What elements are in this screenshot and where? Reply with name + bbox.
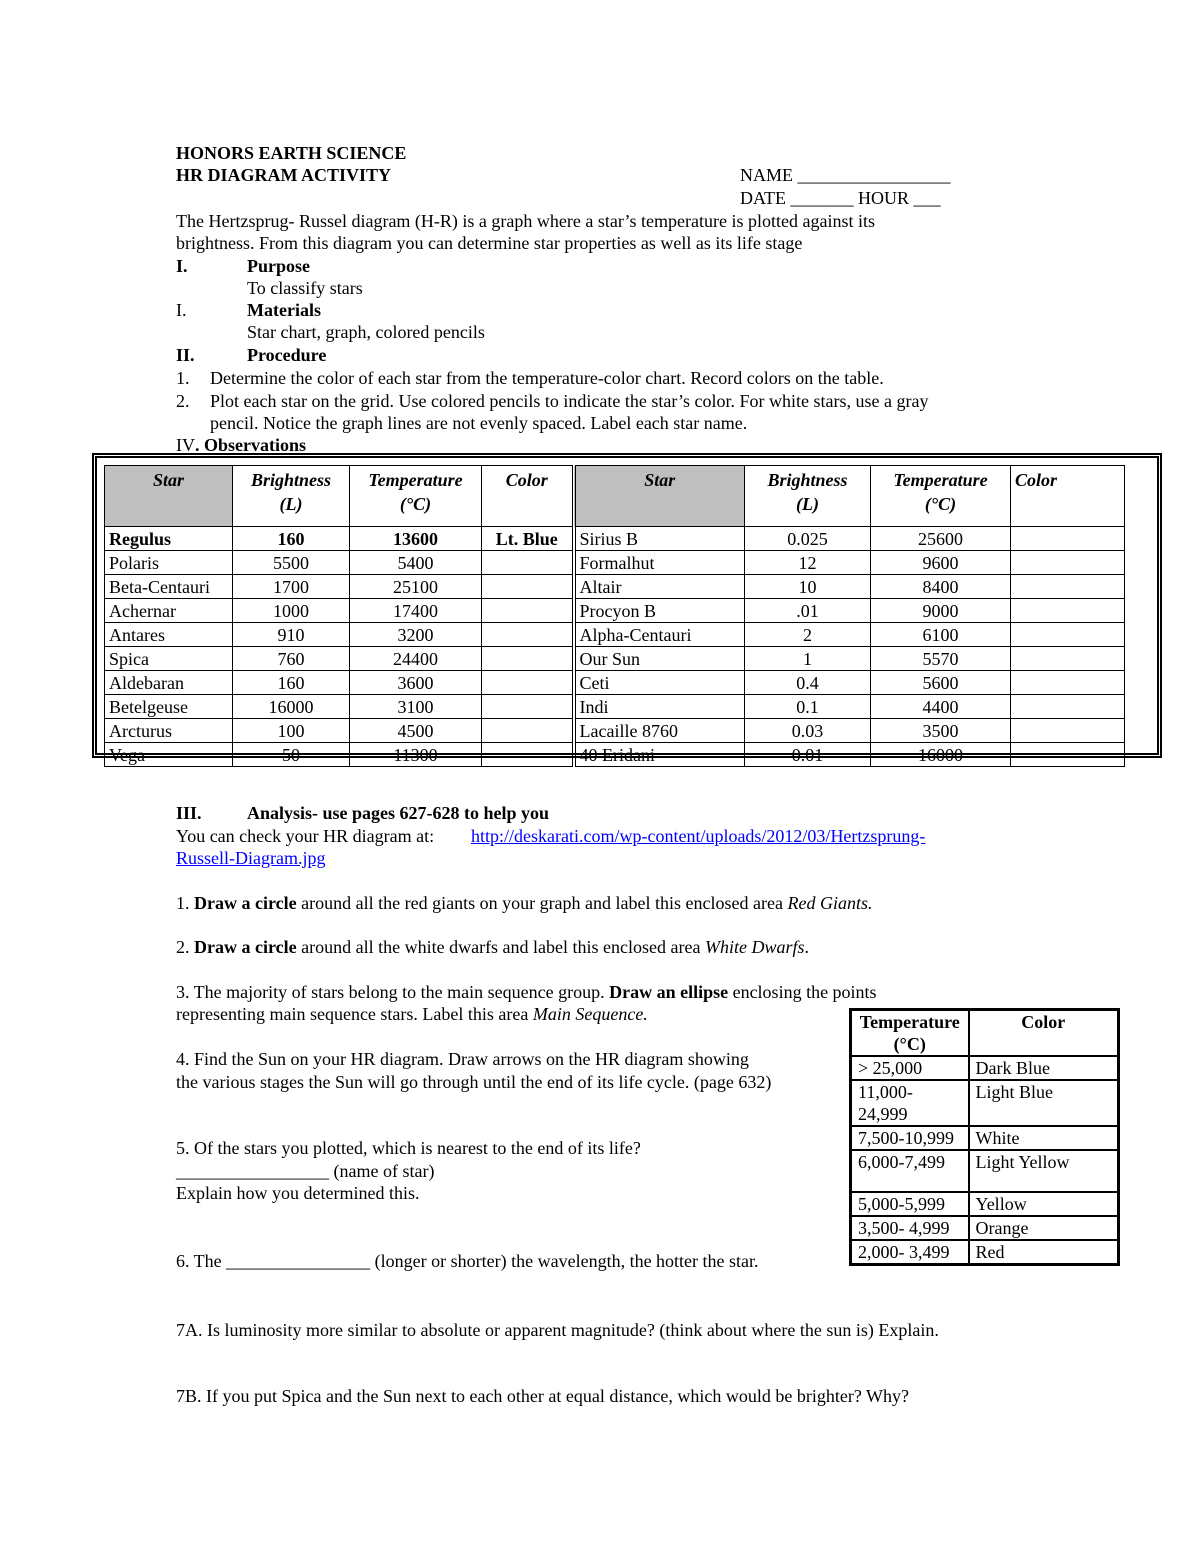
observation-row xyxy=(105,551,1125,575)
procedure-heading: Procedure xyxy=(247,345,327,365)
temperature-range xyxy=(851,1126,969,1150)
color-right[interactable] xyxy=(1011,599,1125,623)
header-brightness-left xyxy=(233,466,350,527)
hr-diagram-link-line-1[interactable]: http://deskarati.com/wp-content/uploads/2012/03/Hertzsprung- xyxy=(471,826,926,846)
materials-heading: Materials xyxy=(247,300,321,320)
brightness-left: 760 xyxy=(233,647,350,671)
star-name-left: Beta-Centauri xyxy=(105,575,233,599)
intro-line-2: brightness. From this diagram you can determine star properties as well as its life stage xyxy=(176,233,803,253)
materials-number: I. xyxy=(176,300,187,320)
star-name-right: Indi xyxy=(574,695,745,719)
q2-bold: Draw a circle xyxy=(194,937,297,957)
star-name-left: Achernar xyxy=(105,599,233,623)
observation-row xyxy=(105,719,1125,743)
observations-table-body xyxy=(105,527,1125,767)
star-name-left: Betelgeuse xyxy=(105,695,233,719)
observation-row xyxy=(105,599,1125,623)
question-5-line-2: _________________ (name of star) xyxy=(176,1161,435,1181)
observations-title: . Observations xyxy=(195,435,307,455)
temperature-left: 3200 xyxy=(350,623,482,647)
temperature-color-table xyxy=(849,1008,1120,1266)
course-title: HONORS EARTH SCIENCE xyxy=(176,143,407,163)
header-color-right: Color xyxy=(1011,466,1125,527)
q1-italic: Red Giants. xyxy=(787,893,873,913)
temperature-range xyxy=(851,1056,969,1080)
observation-row xyxy=(105,647,1125,671)
name-field: NAME _________________ xyxy=(740,165,951,185)
color-name: Light Yellow xyxy=(969,1150,1119,1192)
temperature-right: 4400 xyxy=(871,695,1011,719)
temperature-range xyxy=(851,1150,969,1192)
star-name-right: Formalhut xyxy=(574,551,745,575)
question-5-line-1: 5. Of the stars you plotted, which is nearest to the end of its life? xyxy=(176,1138,641,1158)
color-right[interactable] xyxy=(1011,671,1125,695)
brightness-left: 50 xyxy=(233,743,350,767)
temperature-range xyxy=(851,1192,969,1216)
color-right[interactable] xyxy=(1011,623,1125,647)
temperature-color-row xyxy=(851,1126,1119,1150)
color-left[interactable] xyxy=(482,743,574,767)
brightness-right: 0.025 xyxy=(745,527,871,551)
q3-line2-text: representing main sequence stars. Label this area xyxy=(176,1004,533,1024)
temperature-right: 5570 xyxy=(871,647,1011,671)
temperature-left: 24400 xyxy=(350,647,482,671)
question-1 xyxy=(176,892,872,914)
star-name-left: Polaris xyxy=(105,551,233,575)
star-name-left: Arcturus xyxy=(105,719,233,743)
procedure-2-text-1: Plot each star on the grid. Use colored pencils to indicate the star’s color. For white stars, use a gray xyxy=(210,391,929,411)
brightness-right: 1 xyxy=(745,647,871,671)
brightness-right: 0.4 xyxy=(745,671,871,695)
temperature-right: 16000 xyxy=(871,743,1011,767)
question-4-line-2: the various stages the Sun will go through until the end of its life cycle. (page 632) xyxy=(176,1072,772,1092)
color-right[interactable] xyxy=(1011,695,1125,719)
header-brightness-unit: (L) xyxy=(796,494,819,514)
temperature-color-row xyxy=(851,1150,1119,1192)
temperature-right: 6100 xyxy=(871,623,1011,647)
brightness-right: 0.1 xyxy=(745,695,871,719)
header-color-left: Color xyxy=(482,466,574,527)
header-temperature-unit: (°C) xyxy=(399,494,432,514)
header-color: Color xyxy=(969,1010,1119,1057)
temperature-range-line-1: 2,000- 3,499 xyxy=(858,1242,950,1262)
purpose-heading: Purpose xyxy=(247,256,310,276)
purpose-text: To classify stars xyxy=(247,278,363,298)
brightness-right: 0.03 xyxy=(745,719,871,743)
procedure-1-number: 1. xyxy=(176,368,190,388)
question-2 xyxy=(176,936,809,958)
procedure-2-text-2: pencil. Notice the graph lines are not evenly spaced. Label each star name. xyxy=(210,413,748,433)
star-name-right: 40 Eridani xyxy=(574,743,745,767)
star-name-left: Regulus xyxy=(105,527,233,551)
q1-bold: Draw a circle xyxy=(194,893,297,913)
brightness-left: 160 xyxy=(233,671,350,695)
color-right[interactable] xyxy=(1011,527,1125,551)
temperature-range-line-2: 24,999 xyxy=(858,1104,908,1124)
header-brightness-unit: (L) xyxy=(279,494,303,514)
question-4-line-1: 4. Find the Sun on your HR diagram. Draw arrows on the HR diagram showing xyxy=(176,1049,749,1069)
temperature-left: 25100 xyxy=(350,575,482,599)
header-temperature xyxy=(851,1010,969,1057)
temperature-range xyxy=(851,1240,969,1265)
observation-row xyxy=(105,671,1125,695)
header-temperature-right xyxy=(871,466,1011,527)
temperature-range-line-1: 5,000-5,999 xyxy=(858,1194,945,1214)
observations-number: IV xyxy=(176,435,195,455)
q3-bold: Draw an ellipse xyxy=(609,982,729,1002)
brightness-right: 0.01 xyxy=(745,743,871,767)
star-name-right: Our Sun xyxy=(574,647,745,671)
header-temperature-unit: (°C) xyxy=(893,1034,926,1054)
q3-end: enclosing the points xyxy=(728,982,877,1002)
color-left[interactable] xyxy=(482,551,574,575)
observation-row xyxy=(105,743,1125,767)
color-name: Dark Blue xyxy=(969,1056,1119,1080)
observation-row xyxy=(105,527,1125,551)
observation-row xyxy=(105,575,1125,599)
star-name-right: Altair xyxy=(574,575,745,599)
question-5-line-3: Explain how you determined this. xyxy=(176,1183,420,1203)
temperature-right: 8400 xyxy=(871,575,1011,599)
star-name-left: Aldebaran xyxy=(105,671,233,695)
star-name-right: Procyon B xyxy=(574,599,745,623)
observation-row xyxy=(105,695,1125,719)
q2-italic: White Dwarfs xyxy=(704,937,805,957)
color-right[interactable] xyxy=(1011,647,1125,671)
temperature-range-line-1: 3,500- 4,999 xyxy=(858,1218,950,1238)
temperature-color-row xyxy=(851,1080,1119,1126)
header-brightness-right xyxy=(745,466,871,527)
color-right[interactable] xyxy=(1011,743,1125,767)
temperature-left: 3100 xyxy=(350,695,482,719)
q3-italic: Main Sequence. xyxy=(532,1004,648,1024)
brightness-left: 160 xyxy=(233,527,350,551)
question-6: 6. The ________________ (longer or shorter) the wavelength, the hotter the star. xyxy=(176,1251,759,1271)
temperature-right: 5600 xyxy=(871,671,1011,695)
brightness-left: 100 xyxy=(233,719,350,743)
star-name-left: Spica xyxy=(105,647,233,671)
temperature-left: 3600 xyxy=(350,671,482,695)
temperature-right: 3500 xyxy=(871,719,1011,743)
materials-text: Star chart, graph, colored pencils xyxy=(247,322,485,342)
temperature-right: 25600 xyxy=(871,527,1011,551)
temperature-left: 13600 xyxy=(350,527,482,551)
temperature-color-row xyxy=(851,1192,1119,1216)
temperature-range-line-1: 6,000-7,499 xyxy=(858,1152,945,1172)
brightness-left: 5500 xyxy=(233,551,350,575)
observations-table-frame xyxy=(92,453,1162,765)
brightness-left: 1000 xyxy=(233,599,350,623)
brightness-left: 1700 xyxy=(233,575,350,599)
q2-text: around all the white dwarfs and label this enclosed area xyxy=(296,937,705,957)
color-left[interactable] xyxy=(482,695,574,719)
star-name-right: Ceti xyxy=(574,671,745,695)
activity-title: HR DIAGRAM ACTIVITY xyxy=(176,165,392,185)
star-name-right: Alpha-Centauri xyxy=(574,623,745,647)
header-temperature-label: Temperature xyxy=(368,470,463,490)
observations-table xyxy=(104,465,1125,767)
color-name: White xyxy=(969,1126,1119,1150)
q3-text: 3. The majority of stars belong to the main sequence group. xyxy=(176,982,610,1002)
color-name: Orange xyxy=(969,1216,1119,1240)
header-star-left: Star xyxy=(105,466,233,527)
temperature-range-line-1: 11,000- xyxy=(858,1082,913,1102)
question-7a: 7A. Is luminosity more similar to absolute or apparent magnitude? (think about where the sun is) Explain. xyxy=(176,1320,939,1340)
temperature-right: 9000 xyxy=(871,599,1011,623)
color-left[interactable] xyxy=(482,575,574,599)
brightness-right: 10 xyxy=(745,575,871,599)
color-left[interactable] xyxy=(482,671,574,695)
temperature-color-row xyxy=(851,1056,1119,1080)
header-temperature-label: Temperature xyxy=(859,1012,960,1032)
temperature-range xyxy=(851,1216,969,1240)
brightness-right: .01 xyxy=(745,599,871,623)
temperature-right: 9600 xyxy=(871,551,1011,575)
color-left[interactable] xyxy=(482,719,574,743)
observations-header-row xyxy=(105,466,1125,527)
analysis-heading: Analysis- use pages 627-628 to help you xyxy=(247,803,550,823)
question-3-line-1 xyxy=(176,981,877,1003)
purpose-number: I. xyxy=(176,256,188,276)
q1-text: around all the red giants on your graph and label this enclosed area xyxy=(296,893,788,913)
color-right[interactable] xyxy=(1011,719,1125,743)
q1-number: 1. xyxy=(176,893,194,913)
q2-end: . xyxy=(804,937,809,957)
temperature-range xyxy=(851,1080,969,1126)
color-right[interactable] xyxy=(1011,551,1125,575)
brightness-right: 12 xyxy=(745,551,871,575)
temperature-color-row xyxy=(851,1216,1119,1240)
header-star-right: Star xyxy=(574,466,745,527)
temperature-left: 4500 xyxy=(350,719,482,743)
header-temperature-left xyxy=(350,466,482,527)
temperature-left: 17400 xyxy=(350,599,482,623)
temperature-color-header-row xyxy=(851,1010,1119,1057)
color-left[interactable]: Lt. Blue xyxy=(482,527,574,551)
color-left[interactable] xyxy=(482,599,574,623)
brightness-right: 2 xyxy=(745,623,871,647)
procedure-2-number: 2. xyxy=(176,391,190,411)
temperature-range-line-1: > 25,000 xyxy=(858,1058,923,1078)
color-right[interactable] xyxy=(1011,575,1125,599)
brightness-left: 910 xyxy=(233,623,350,647)
color-name: Red xyxy=(969,1240,1119,1265)
procedure-number: II. xyxy=(176,345,195,365)
temperature-left: 5400 xyxy=(350,551,482,575)
color-name: Yellow xyxy=(969,1192,1119,1216)
check-diagram-text: You can check your HR diagram at: xyxy=(176,826,435,846)
header-brightness-label: Brightness xyxy=(250,470,332,490)
temperature-color-row xyxy=(851,1240,1119,1265)
hr-diagram-link-line-2[interactable]: Russell-Diagram.jpg xyxy=(176,848,326,868)
question-3-line-2 xyxy=(176,1003,648,1025)
date-hour-field: DATE _______ HOUR ___ xyxy=(740,188,941,208)
header-temperature-unit: (°C) xyxy=(924,494,957,514)
intro-line-1: The Hertzsprug- Russel diagram (H-R) is a graph where a star’s temperature is plotted against its xyxy=(176,211,875,231)
temperature-color-body xyxy=(851,1056,1119,1265)
color-name: Light Blue xyxy=(969,1080,1119,1126)
color-left[interactable] xyxy=(482,647,574,671)
star-name-left: Vega xyxy=(105,743,233,767)
observation-row xyxy=(105,623,1125,647)
temperature-left: 11300 xyxy=(350,743,482,767)
header-brightness-label: Brightness xyxy=(767,470,848,490)
brightness-left: 16000 xyxy=(233,695,350,719)
header-temperature-label: Temperature xyxy=(893,470,988,490)
color-left[interactable] xyxy=(482,623,574,647)
question-7b: 7B. If you put Spica and the Sun next to each other at equal distance, which would be brighter? Why? xyxy=(176,1386,909,1406)
q2-number: 2. xyxy=(176,937,194,957)
star-name-right: Sirius B xyxy=(574,527,745,551)
analysis-number: III. xyxy=(176,803,202,823)
star-name-left: Antares xyxy=(105,623,233,647)
star-name-right: Lacaille 8760 xyxy=(574,719,745,743)
procedure-1-text: Determine the color of each star from the temperature-color chart. Record colors on the table. xyxy=(210,368,884,388)
temperature-range-line-1: 7,500-10,999 xyxy=(858,1128,954,1148)
